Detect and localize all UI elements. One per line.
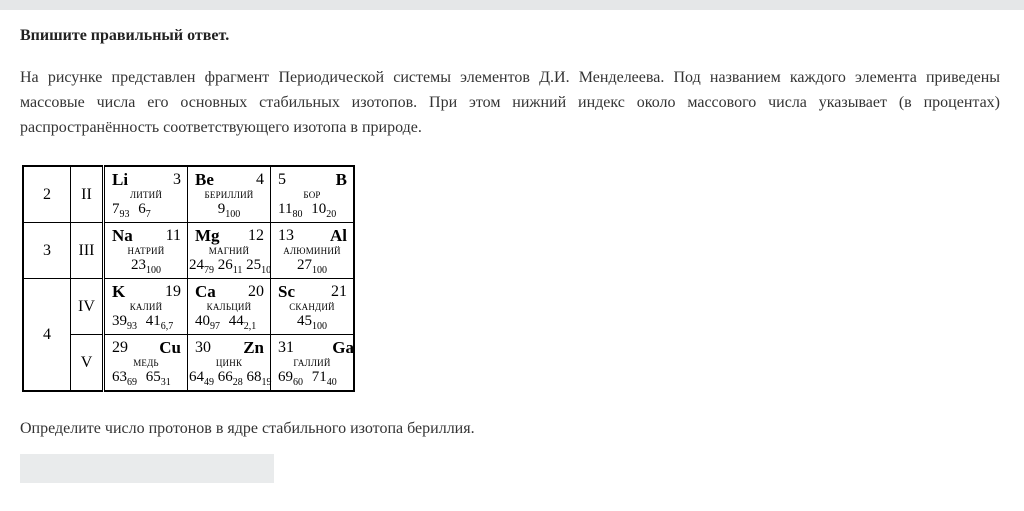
element-cell-al (271, 223, 355, 279)
isotope-mass: 45 (297, 313, 312, 329)
element-cell-be (188, 166, 271, 223)
element-cell-cu (104, 335, 188, 392)
element-symbol: Zn (243, 338, 264, 357)
element-symbol: Cu (159, 338, 181, 357)
element-symbol: Sc (278, 282, 295, 301)
isotope-list (278, 201, 351, 220)
isotope-list (112, 201, 185, 220)
isotope-list (188, 201, 270, 220)
row-number: V (71, 335, 104, 392)
element-cell-b (271, 166, 355, 223)
isotope-mass: 9 (217, 201, 226, 217)
row-number: IV (71, 279, 104, 335)
isotope-abundance: 97 (210, 321, 220, 332)
atomic-number: 13 (278, 227, 294, 244)
isotope-abundance: 40 (326, 377, 337, 388)
isotope-abundance: 100 (312, 321, 327, 332)
isotope-list (189, 369, 272, 388)
table-row (23, 335, 354, 392)
periodic-table-fragment (22, 165, 355, 392)
isotope-mass: 25 (246, 257, 262, 273)
atomic-number: 12 (248, 227, 264, 244)
atomic-number: 11 (165, 227, 181, 244)
isotope-list (112, 313, 185, 332)
isotope-mass: 11 (278, 201, 293, 217)
isotope-list (278, 369, 351, 388)
isotope-abundance: 49 (204, 377, 214, 388)
isotope-mass: 26 (217, 257, 233, 273)
answer-input[interactable] (20, 454, 274, 483)
isotope-abundance: 10 (261, 265, 272, 276)
isotope-mass: 68 (246, 369, 262, 385)
isotope-abundance: 69 (127, 377, 137, 388)
period-number: 4 (23, 279, 71, 392)
isotope-abundance: 7 (145, 209, 151, 220)
instruction-heading: Впишите правильный ответ. (20, 27, 230, 44)
element-symbol: Li (112, 170, 129, 189)
isotope-mass: 7 (112, 201, 120, 217)
isotope-abundance: 100 (225, 209, 241, 220)
element-cell-k (104, 279, 188, 335)
isotope-list (105, 257, 187, 276)
element-cell-li (104, 166, 188, 223)
atomic-number: 31 (278, 339, 294, 356)
element-cell-sc (271, 279, 355, 335)
isotope-abundance: 6,7 (160, 321, 174, 332)
isotope-mass: 64 (189, 369, 204, 385)
atomic-number: 19 (165, 283, 181, 300)
period-number: 2 (23, 166, 71, 223)
question-text: Определите число протонов в ядре стабильного изотопа бериллия. (20, 420, 475, 437)
task-description: На рисунке представлен фрагмент Периодической системы элементов Д.И. Менделеева. Под названием каждого элемента приведены массовые числа его основных стабильных изотопов. При этом нижний индекс около массового числа указывает (в процентах) распространённость соответствующего изотопа в природе. (20, 69, 1000, 136)
element-symbol: Mg (195, 226, 220, 245)
atomic-number: 3 (173, 171, 181, 188)
element-symbol: K (112, 282, 126, 301)
element-cell-mg (188, 223, 271, 279)
table-row (23, 279, 354, 335)
isotope-mass: 24 (189, 257, 204, 273)
isotope-list (271, 257, 353, 276)
isotope-list (112, 369, 185, 388)
row-number: II (71, 166, 104, 223)
atomic-number: 29 (112, 339, 128, 356)
isotope-abundance: 19 (261, 377, 272, 388)
isotope-mass: 27 (297, 257, 312, 273)
element-symbol: Ga (332, 338, 354, 357)
isotope-mass: 65 (145, 369, 161, 385)
element-symbol: Al (330, 226, 347, 245)
isotope-list (195, 313, 268, 332)
isotope-mass: 23 (131, 257, 146, 273)
isotope-mass: 69 (278, 369, 293, 385)
isotope-abundance: 2,1 (243, 321, 257, 332)
element-name: КАЛИЙ (129, 302, 163, 312)
element-name: АЛЮМИНИЙ (283, 246, 341, 256)
element-symbol: Na (112, 226, 133, 245)
row-number: III (71, 223, 104, 279)
atomic-number: 21 (331, 283, 347, 300)
top-bar (0, 0, 1024, 10)
isotope-abundance: 100 (312, 265, 327, 276)
element-name: МЕДЬ (133, 358, 159, 368)
atomic-number: 4 (256, 171, 264, 188)
isotope-abundance: 28 (232, 377, 243, 388)
element-cell-na (104, 223, 188, 279)
element-name: БЕРИЛЛИЙ (204, 190, 254, 200)
element-cell-ca (188, 279, 271, 335)
isotope-mass: 6 (138, 201, 146, 217)
element-symbol: B (335, 170, 347, 189)
element-name: КАЛЬЦИЙ (206, 302, 252, 312)
element-name: ЦИНК (215, 358, 243, 368)
isotope-abundance: 93 (119, 209, 130, 220)
isotope-list (271, 313, 353, 332)
isotope-mass: 63 (112, 369, 127, 385)
atomic-number: 30 (195, 339, 211, 356)
element-name: СКАНДИЙ (289, 302, 335, 312)
isotope-list (189, 257, 272, 276)
isotope-mass: 44 (228, 313, 244, 329)
isotope-abundance: 60 (293, 377, 303, 388)
isotope-abundance: 31 (160, 377, 171, 388)
element-symbol: Ca (195, 282, 216, 301)
element-name: ЛИТИЙ (129, 190, 163, 200)
atomic-number: 20 (248, 283, 264, 300)
isotope-mass: 39 (112, 313, 127, 329)
isotope-mass: 41 (145, 313, 161, 329)
isotope-mass: 66 (217, 369, 233, 385)
isotope-abundance: 100 (146, 265, 161, 276)
atomic-number: 5 (278, 171, 286, 188)
isotope-abundance: 79 (204, 265, 214, 276)
table-row (23, 166, 354, 223)
element-name: НАТРИЙ (127, 246, 165, 256)
isotope-abundance: 20 (326, 209, 337, 220)
element-name: БОР (303, 190, 321, 200)
isotope-mass: 71 (311, 369, 327, 385)
isotope-mass: 40 (195, 313, 210, 329)
isotope-abundance: 93 (127, 321, 137, 332)
element-name: ГАЛЛИЙ (293, 358, 331, 368)
isotope-abundance: 80 (292, 209, 303, 220)
isotope-mass: 10 (311, 201, 327, 217)
element-cell-ga (271, 335, 355, 392)
element-name: МАГНИЙ (208, 246, 250, 256)
element-cell-zn (188, 335, 271, 392)
isotope-abundance: 11 (232, 265, 243, 276)
table-row (23, 223, 354, 279)
element-symbol: Be (195, 170, 214, 189)
period-number: 3 (23, 223, 71, 279)
